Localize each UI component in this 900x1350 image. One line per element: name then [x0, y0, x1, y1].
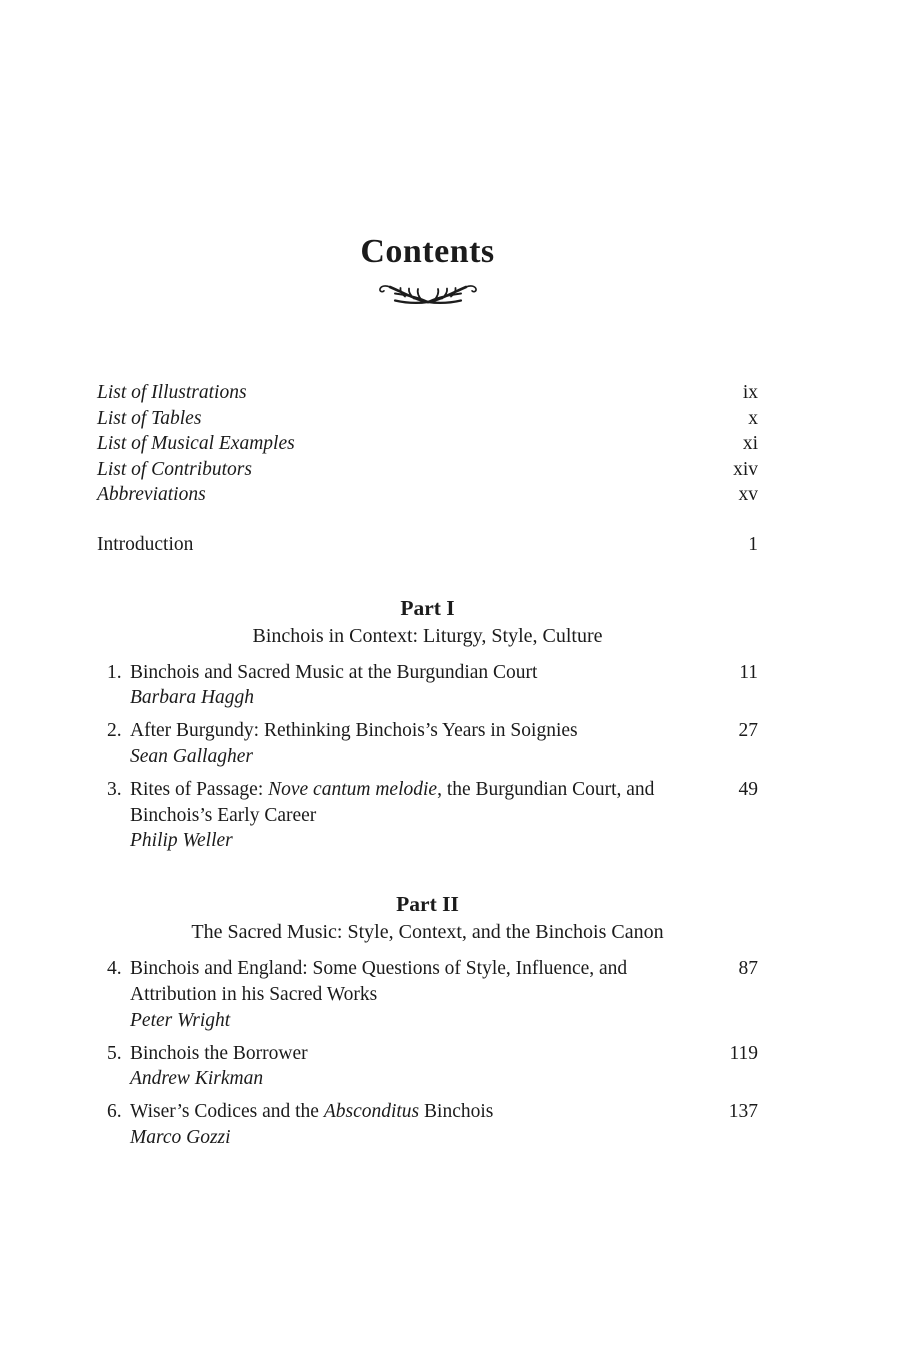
part-heading: Part I	[400, 595, 455, 620]
entry-body	[130, 718, 706, 770]
front-matter-row	[97, 431, 758, 457]
front-matter-page-number: ix	[742, 382, 758, 403]
entry-author: Marco Gozzi	[130, 1126, 231, 1148]
entry-body	[130, 1041, 706, 1093]
entry-author: Barbara Haggh	[130, 687, 255, 709]
entry-body	[130, 956, 706, 1033]
front-matter-label: List of Illustrations	[97, 382, 247, 403]
entry-body	[130, 1099, 706, 1151]
entry-title: Binchois the Borrower	[130, 1042, 308, 1064]
part-subtitle: The Sacred Music: Style, Context, and the Binchois Canon	[191, 921, 664, 944]
entry-page-number: 137	[728, 1101, 758, 1123]
entry-author: Philip Weller	[130, 830, 233, 852]
entry-title: Wiser’s Codices and the Absconditus Binchois	[130, 1101, 494, 1123]
part-section	[97, 890, 758, 1151]
entry-author: Sean Gallagher	[130, 745, 253, 767]
entry-page-number: 119	[729, 1042, 758, 1064]
front-matter-page-number: x	[748, 407, 758, 429]
fleuron-ornament-icon	[368, 280, 488, 308]
part-entries	[97, 956, 758, 1151]
entry-number: 6.	[107, 1101, 122, 1123]
entry-number: 1.	[107, 661, 122, 683]
entry-page-number: 27	[738, 720, 758, 742]
introduction-row	[97, 532, 758, 558]
front-matter-label: Abbreviations	[97, 484, 206, 506]
entry-author: Peter Wright	[130, 1009, 231, 1031]
entry-title: Binchois and Sacred Music at the Burgundian Court	[130, 661, 538, 683]
front-matter-row	[97, 380, 758, 406]
introduction-page-number: 1	[748, 533, 758, 555]
introduction-label: Introduction	[97, 533, 194, 555]
front-matter-row	[97, 482, 758, 508]
part-section	[97, 594, 758, 855]
entry-title: After Burgundy: Rethinking Binchois’s Years in Soignies	[130, 720, 578, 742]
entry-title: Binchois and England: Some Questions of Style, Influence, and Attribution in his Sacred Works	[130, 958, 628, 1005]
front-matter-page-number: xiv	[733, 458, 758, 480]
entry-number: 5.	[107, 1042, 122, 1064]
part-entries	[97, 660, 758, 855]
page-title: Contents	[360, 233, 495, 270]
entry-page-number: 49	[738, 778, 758, 800]
entry-body	[130, 777, 706, 854]
ornament-wrap	[97, 280, 758, 308]
toc-entry	[97, 777, 758, 854]
part-subtitle: Binchois in Context: Liturgy, Style, Culture	[252, 624, 603, 647]
toc-entry	[97, 1041, 758, 1093]
entry-body	[130, 660, 706, 712]
entry-number: 3.	[107, 778, 122, 800]
parts-container	[97, 594, 758, 1151]
entry-number: 4.	[107, 958, 122, 980]
entry-page-number: 87	[738, 958, 758, 980]
front-matter-page-number: xi	[742, 433, 758, 455]
front-matter-label: List of Contributors	[97, 458, 252, 480]
toc-entry	[97, 660, 758, 712]
entry-author: Andrew Kirkman	[130, 1068, 264, 1090]
front-matter-page-number: xv	[738, 484, 758, 506]
front-matter-label: List of Musical Examples	[97, 433, 295, 455]
toc-entry	[97, 1099, 758, 1151]
entry-title: Rites of Passage: Nove cantum melodie, the Burgundian Court, and Binchois’s Early Career	[130, 778, 655, 826]
part-heading: Part II	[396, 892, 459, 917]
entry-page-number: 11	[739, 661, 758, 683]
entry-number: 2.	[107, 720, 122, 742]
front-matter-label: List of Tables	[97, 407, 202, 429]
toc-entry	[97, 718, 758, 770]
toc-entry	[97, 956, 758, 1033]
front-matter-row	[97, 457, 758, 483]
front-matter-row	[97, 406, 758, 432]
front-matter-list	[97, 380, 758, 508]
